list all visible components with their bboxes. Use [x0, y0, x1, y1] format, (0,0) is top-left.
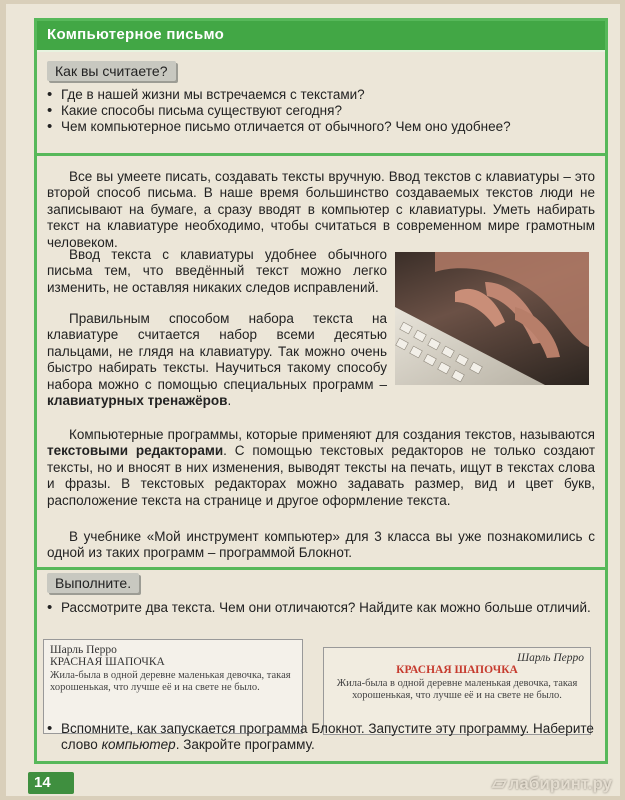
card-title: КРАСНАЯ ШАПОЧКА [396, 664, 518, 676]
questions-tag: Как вы считаете? [47, 61, 176, 81]
term-keyboard-trainers: клавиатурных тренажёров [47, 393, 228, 409]
section-header [37, 21, 605, 52]
card-text: Жила-была в одной деревне маленькая девочка, такая хорошенькая, что лучше её и на свете не было. [50, 670, 291, 693]
watermark-text: лабиринт.ру [508, 774, 613, 793]
keyboard-photo [395, 252, 589, 385]
term-text-editors: текстовыми редакторами [47, 443, 224, 459]
lesson-frame [34, 18, 608, 764]
paragraph-advantage: Ввод текста с клавиатуры удобнее обычного письма тем, что введённый текст можно легко изменить, не оставляя никаких следов исправлений. [47, 247, 387, 295]
divider [37, 153, 605, 156]
question-item: • Какие способы письма существуют сегодня? [47, 103, 597, 119]
term-computer: компьютер [101, 737, 176, 752]
card-title: КРАСНАЯ ШАПОЧКА [50, 656, 165, 668]
section-title: Компьютерное письмо [47, 26, 225, 43]
textbook-page [6, 4, 620, 796]
task-text: Вспомните, как запускается программа Блокнот. Запустите эту программу. Наберите слово [61, 721, 594, 752]
task-text: . Закройте программу. [175, 737, 315, 752]
paragraph-notepad: В учебнике «Мой инструмент компьютер» для 3 класса вы уже познакомились с одной из таких программ – программой Блокнот. [47, 529, 595, 561]
paragraph-text: . С помощью текстовых редакторов не только создают тексты, но и вносят в них изменения, выводят тексты на печать, ищут в текстах слова и фразы. В текстовых редакторах можно задавать размер, вид и цвет букв, расположение текста на странице и другое оформление текста. [47, 443, 596, 508]
question-item: • Где в нашей жизни мы встречаемся с текстами? [47, 87, 597, 103]
task-tag: Выполните. [47, 573, 139, 593]
paragraph-text-editors [47, 427, 595, 509]
page-number: 14 [34, 774, 51, 791]
keyboard-hands-image [395, 252, 589, 385]
questions-block [47, 61, 597, 135]
task-block [47, 573, 597, 616]
card-author: Шарль Перро [517, 652, 584, 664]
text-sample-left [43, 639, 303, 734]
paragraph-text: Компьютерные программы, которые применяют для создания текстов, называются [69, 427, 595, 442]
card-author: Шарль Перро [50, 644, 117, 656]
task-list-2 [47, 721, 595, 753]
watermark [492, 772, 612, 795]
paragraph-touch-typing [47, 311, 387, 409]
task-item [47, 721, 595, 753]
question-item: • Чем компьютерное письмо отличается от обычного? Чем оно удобнее? [47, 119, 597, 135]
labirint-logo-icon: ▱ [492, 773, 507, 794]
task-list [47, 600, 597, 616]
card-text: Жила-была в одной деревне маленькая девочка, такая хорошенькая, что лучше её и на свете не было. [336, 678, 578, 701]
paragraph-text: Правильным способом набора текста на клавиатуре считается набор всеми десятью пальцами, не глядя на клавиатуру. Так можно очень быстро набирать тексты. Научиться такому способу набора можно с помощью специальных программ – [47, 311, 387, 392]
paragraph-intro: Все вы умеете писать, создавать тексты вручную. Ввод текстов с клавиатуры – это второй способ письма. В наше время большинство создаваемых текстов люди не записывают на бумаге, а сразу вводят в компьютер с клавиатуры. Уметь набирать текст на клавиатуре необходимо, чтобы считаться в современном мире грамотным человеком. [47, 169, 595, 250]
questions-list [47, 87, 597, 135]
divider [37, 567, 605, 570]
paragraph-text: . [227, 393, 232, 409]
page-number-badge [28, 772, 74, 794]
task-item: • Рассмотрите два текста. Чем они отличаются? Найдите как можно больше отличий. [47, 600, 591, 616]
